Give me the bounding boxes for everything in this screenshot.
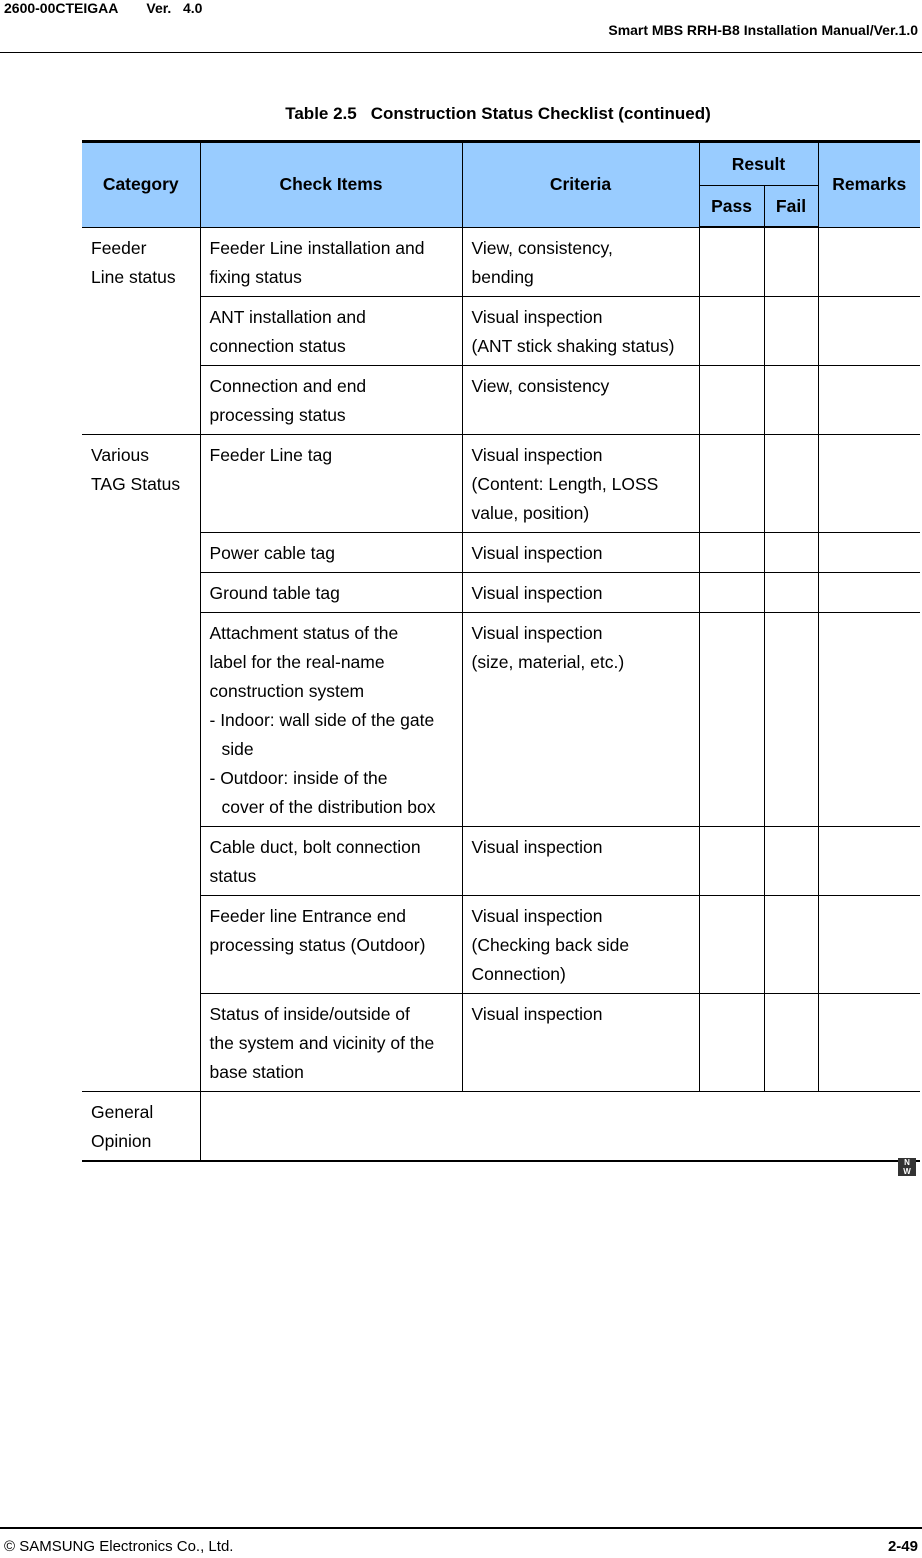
- fail-cell[interactable]: [764, 993, 818, 1091]
- doc-code: [4, 0, 202, 16]
- pass-cell[interactable]: [699, 365, 764, 434]
- criteria-cell: View, consistency, bending: [462, 227, 699, 296]
- remarks-cell[interactable]: [818, 296, 920, 365]
- remarks-cell[interactable]: [818, 365, 920, 434]
- check-item-cell: Ground table tag: [200, 572, 462, 612]
- checklist-table: [82, 140, 920, 1162]
- category-cell: Various TAG Status: [82, 434, 200, 1091]
- check-item-cell: Status of inside/outside of the system and vicinity of the base station: [200, 993, 462, 1091]
- check-item-cell: Connection and end processing status: [200, 365, 462, 434]
- criteria-cell: Visual inspection (Content: Length, LOSS value, position): [462, 434, 699, 532]
- pass-cell[interactable]: [699, 532, 764, 572]
- check-item-cell: Power cable tag: [200, 532, 462, 572]
- check-item-cell: ANT installation and connection status: [200, 296, 462, 365]
- table-row: [82, 365, 920, 434]
- header-pass: Pass: [699, 186, 764, 228]
- fail-cell[interactable]: [764, 572, 818, 612]
- remarks-cell[interactable]: [818, 434, 920, 532]
- fail-cell[interactable]: [764, 532, 818, 572]
- table-row: [82, 296, 920, 365]
- remarks-cell[interactable]: [818, 612, 920, 826]
- header-divider: [0, 52, 922, 53]
- check-item-cell: Feeder line Entrance end processing status (Outdoor): [200, 895, 462, 993]
- header-criteria: Criteria: [462, 142, 699, 228]
- version-text: Ver. 4.0: [146, 0, 203, 16]
- header-result: Result: [699, 142, 818, 186]
- remarks-cell[interactable]: [818, 993, 920, 1091]
- check-item-cell: Attachment status of the label for the real-name construction system - Indoor: wall side of the gate side - Outdoor: inside of the cover of the distribution box: [200, 612, 462, 826]
- criteria-cell: Visual inspection (ANT stick shaking status): [462, 296, 699, 365]
- table-row: [82, 895, 920, 993]
- table-row: [82, 227, 920, 296]
- remarks-cell[interactable]: [818, 227, 920, 296]
- criteria-cell: Visual inspection: [462, 572, 699, 612]
- pass-cell[interactable]: [699, 993, 764, 1091]
- fail-cell[interactable]: [764, 826, 818, 895]
- manual-title: Smart MBS RRH-B8 Installation Manual/Ver.1.0: [608, 22, 918, 38]
- caption-number: Table 2.5: [285, 104, 357, 123]
- pass-cell[interactable]: [699, 227, 764, 296]
- category-cell: Feeder Line status: [82, 227, 200, 434]
- pass-cell[interactable]: [699, 572, 764, 612]
- pass-cell[interactable]: [699, 612, 764, 826]
- general-opinion-cell[interactable]: [200, 1091, 920, 1161]
- general-opinion-label: General Opinion: [82, 1091, 200, 1161]
- header-category: Category: [82, 142, 200, 228]
- table-row: [82, 532, 920, 572]
- page-number: 2-49: [887, 1538, 918, 1555]
- pass-cell[interactable]: [699, 434, 764, 532]
- remarks-cell[interactable]: [818, 572, 920, 612]
- check-item-cell: Cable duct, bolt connection status: [200, 826, 462, 895]
- caption-title: Construction Status Checklist (continued): [370, 104, 711, 123]
- table-row: [82, 993, 920, 1091]
- pass-cell[interactable]: [699, 895, 764, 993]
- criteria-cell: View, consistency: [462, 365, 699, 434]
- fail-cell[interactable]: [764, 895, 818, 993]
- nw-icon: N W: [898, 1158, 916, 1176]
- table-row: [82, 612, 920, 826]
- remarks-cell[interactable]: [818, 895, 920, 993]
- table-row: [82, 1091, 920, 1161]
- doc-code-text: 2600-00CTEIGAA: [4, 0, 119, 16]
- table-row: [82, 434, 920, 532]
- fail-cell[interactable]: [764, 227, 818, 296]
- header-check-items: Check Items: [200, 142, 462, 228]
- table-caption: [0, 104, 922, 124]
- pass-cell[interactable]: [699, 296, 764, 365]
- criteria-cell: Visual inspection: [462, 826, 699, 895]
- header-fail: Fail: [764, 186, 818, 228]
- table-row: [82, 572, 920, 612]
- criteria-cell: Visual inspection: [462, 993, 699, 1091]
- header-remarks: Remarks: [818, 142, 920, 228]
- pass-cell[interactable]: [699, 826, 764, 895]
- criteria-cell: Visual inspection (Checking back side Connection): [462, 895, 699, 993]
- fail-cell[interactable]: [764, 434, 818, 532]
- remarks-cell[interactable]: [818, 826, 920, 895]
- fail-cell[interactable]: [764, 612, 818, 826]
- remarks-cell[interactable]: [818, 532, 920, 572]
- check-item-cell: Feeder Line installation and fixing status: [200, 227, 462, 296]
- footer-divider: [0, 1527, 922, 1529]
- copyright: © SAMSUNG Electronics Co., Ltd.: [4, 1538, 234, 1555]
- table-row: [82, 826, 920, 895]
- fail-cell[interactable]: [764, 365, 818, 434]
- check-item-cell: Feeder Line tag: [200, 434, 462, 532]
- fail-cell[interactable]: [764, 296, 818, 365]
- criteria-cell: Visual inspection: [462, 532, 699, 572]
- criteria-cell: Visual inspection (size, material, etc.): [462, 612, 699, 826]
